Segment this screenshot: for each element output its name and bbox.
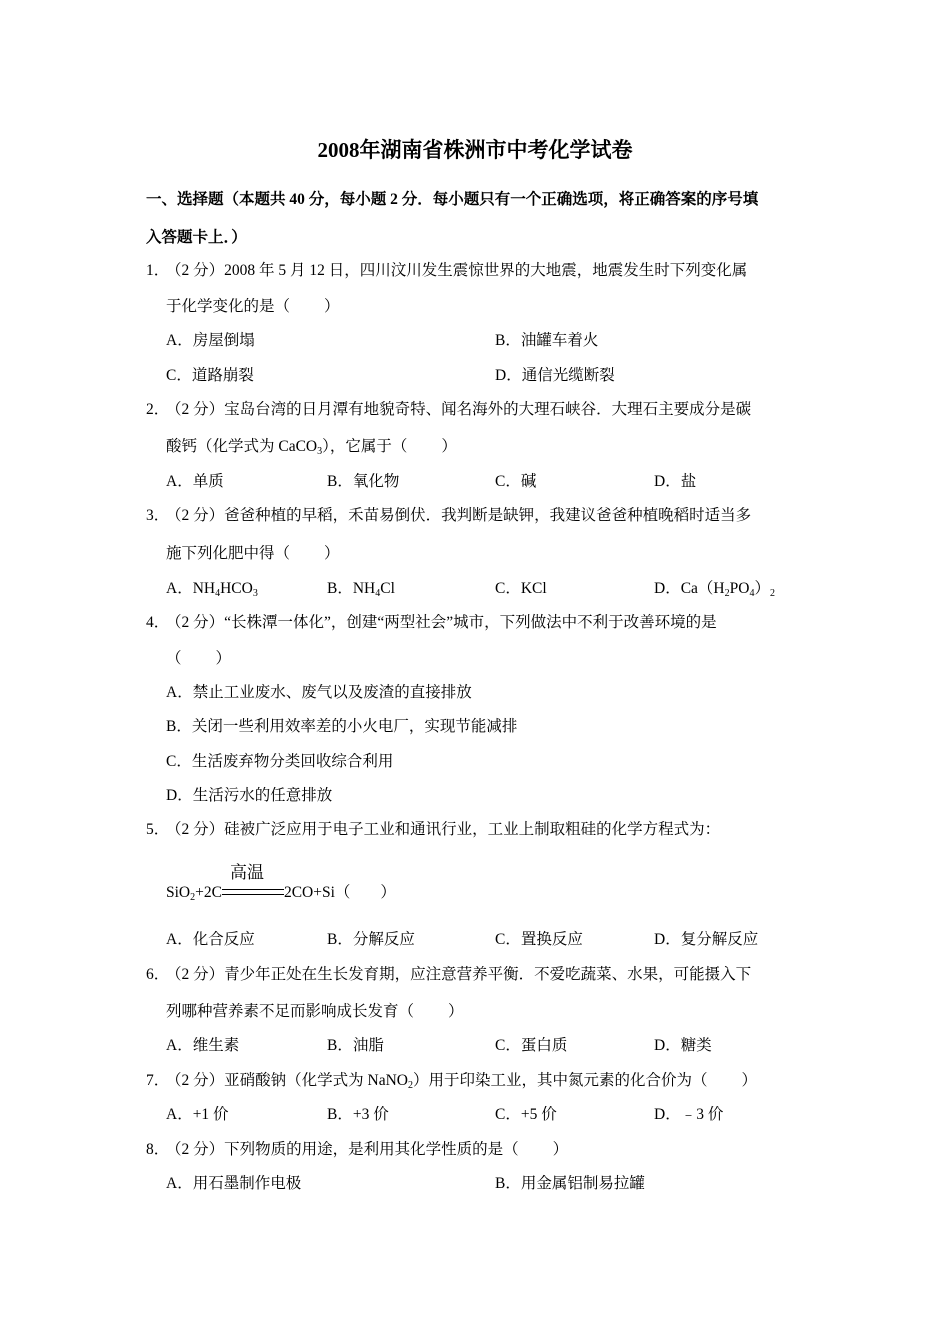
section-heading-line2: 入答题卡上．）: [146, 229, 247, 246]
question-2-option-d: D．盐: [654, 473, 697, 490]
question-4-stem-line2: （ ）: [166, 650, 232, 667]
question-1-option-c: C．道路崩裂: [166, 367, 254, 384]
question-1-number: 1．: [146, 262, 170, 279]
question-8-number: 8．: [146, 1141, 170, 1158]
question-5-option-c: C．置换反应: [495, 931, 583, 948]
question-3-option-a: A．$NH_4HCO_3$: [166, 580, 258, 599]
question-7-option-a: A．+1 价: [166, 1106, 229, 1123]
question-4-option-b: B．关闭一些利用效率差的小火电厂，实现节能减排: [166, 718, 518, 735]
question-2-stem-line2: 酸钙（化学式为 CaCO$_3$），它属于（ ）: [166, 438, 457, 457]
question-1-stem-line2: 于化学变化的是（ ）: [166, 298, 340, 315]
question-7-option-d: D．﹣3 价: [654, 1106, 724, 1123]
question-3-stem-line1: （2 分）爸爸种植的早稻，禾苗易倒伏．我判断是缺钾，我建议爸爸种植晚稻时适当多: [166, 507, 752, 524]
question-8-option-b: B．用金属铝制易拉罐: [495, 1175, 645, 1192]
question-2-number: 2．: [146, 401, 170, 418]
question-2-stem-line1: （2 分）宝岛台湾的日月潭有地貌奇特、闻名海外的大理石峡谷．大理石主要成分是碳: [166, 401, 752, 418]
question-4-option-d: D．生活污水的任意排放: [166, 787, 333, 804]
question-1-option-a: A．房屋倒塌: [166, 332, 255, 349]
question-6-option-d: D．糖类: [654, 1037, 712, 1054]
question-4-stem-line1: （2 分）“长株潭一体化”，创建“两型社会”城市，下列做法中不利于改善环境的是: [166, 614, 717, 631]
question-6-option-c: C．蛋白质: [495, 1037, 568, 1054]
question-3-number: 3．: [146, 507, 170, 524]
exam-title: 2008年湖南省株洲市中考化学试卷: [317, 138, 633, 162]
question-5-option-b: B．分解反应: [327, 931, 415, 948]
question-7-number: 7．: [146, 1072, 170, 1089]
question-3-option-c: C．KCl: [495, 580, 547, 597]
section-heading-line1: 一、选择题（本题共 40 分，每小题 2 分．每小题只有一个正确选项，将正确答案的序号填: [146, 191, 759, 208]
question-8-stem: （2 分）下列物质的用途，是利用其化学性质的是（ ）: [166, 1141, 569, 1158]
question-6-stem-line1: （2 分）青少年正处在生长发育期，应注意营养平衡．不爱吃蔬菜、水果，可能摄入下: [166, 966, 752, 983]
question-7-stem: （2 分）亚硝酸钠（化学式为 NaNO$_2$）用于印染工业，其中氮元素的化合价为（ ）: [166, 1072, 757, 1091]
question-5-option-a: A．化合反应: [166, 931, 255, 948]
question-7-option-b: B．+3 价: [327, 1106, 389, 1123]
reaction-condition-arrow: [222, 863, 284, 903]
reaction-condition: 高温: [229, 863, 264, 884]
question-7-option-c: C．+5 价: [495, 1106, 557, 1123]
question-1-stem-line1: （2 分）2008 年 5 月 12 日，四川汶川发生震惊世界的大地震，地震发生时下列变化属: [166, 262, 748, 279]
question-5-stem: （2 分）硅被广泛应用于电子工业和通讯行业，工业上制取粗硅的化学方程式为：: [166, 821, 721, 838]
question-3-option-b: B．$NH_4Cl$: [327, 580, 395, 599]
question-6-option-a: A．维生素: [166, 1037, 240, 1054]
question-4-number: 4．: [146, 614, 170, 631]
question-5-equation: SiO$_2$+2C 高温 2CO+Si（ ）: [166, 863, 396, 903]
question-5-number: 5．: [146, 821, 170, 838]
question-2-option-a: A．单质: [166, 473, 224, 490]
question-1-option-b: B．油罐车着火: [495, 332, 599, 349]
question-3-stem-line2: 施下列化肥中得（ ）: [166, 545, 340, 562]
question-2-option-c: C．碱: [495, 473, 537, 490]
question-3-option-d: D．$Ca(H_2PO_4)_2$: [654, 580, 775, 599]
question-6-number: 6．: [146, 966, 170, 983]
question-1-option-d: D．通信光缆断裂: [495, 367, 615, 384]
question-8-option-a: A．用石墨制作电极: [166, 1175, 302, 1192]
question-4-option-a: A．禁止工业废水、废气以及废渣的直接排放: [166, 684, 472, 701]
question-5-option-d: D．复分解反应: [654, 931, 759, 948]
question-2-option-b: B．氧化物: [327, 473, 400, 490]
question-4-option-c: C．生活废弃物分类回收综合利用: [166, 753, 394, 770]
question-6-stem-line2: 列哪种营养素不足而影响成长发育（ ）: [166, 1003, 464, 1020]
question-6-option-b: B．油脂: [327, 1037, 384, 1054]
